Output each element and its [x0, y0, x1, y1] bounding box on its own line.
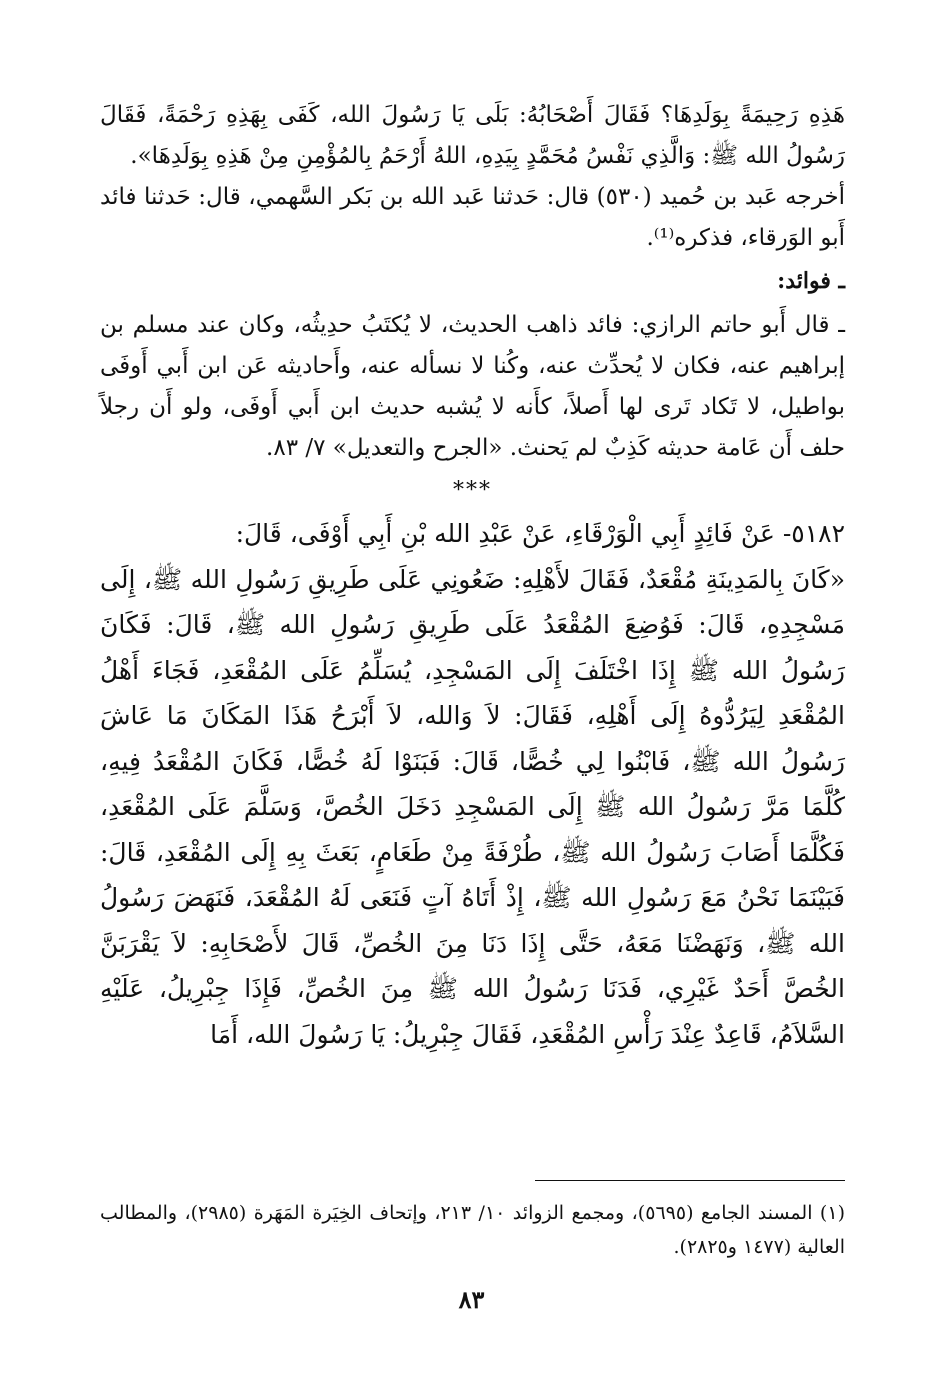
paragraph-fawaid: ـ قال أَبو حاتم الرازي: فائد ذاهب الحديث، لا يُكتَبُ حدِيثُه، وكان عند مسلم بن إبراهيم عنه، فكان لا يُحدِّث عنه، وكُنا لا نسأله عنه، وأَحاديثه عَن ابن أَبي أَوفَى بواطيل، لا تَكاد تَرى لها أَصلاً، كأَنه لا يُشبه حديث ابن أَبي أَوفَى، ولو أَن رجلاً حلف أَن عَامة حديثه كَذِبٌ لم يَحنث. «الجرح والتعديل» ٧/ ٨٣.	[100, 312, 845, 461]
paragraph-hadith-ending: هَذِهِ رَحِيمَةً بِوَلَدِهَا؟ فَقَالَ أَصْحَابُهُ: بَلَى يَا رَسُولَ الله، كَفَى بِهَذِهِ رَحْمَةً، فَقَالَ رَسُولُ الله ﷺ: وَالَّذِي نَفْسُ مُحَمَّدٍ بِيَدِهِ، اللهُ أَرْحَمُ بِالمُؤْمِنِ مِنْ هَذِهِ بِوَلَدِهَا».	[100, 102, 845, 169]
hadith-body: «كَانَ بِالمَدِينَةِ مُقْعَدٌ، فَقَالَ لأَهْلِهِ: ضَعُونِي عَلَى طَرِيقِ رَسُولِ الله ﷺ، إِلَى مَسْجِدِهِ، قَالَ: فَوُضِعَ المُقْعَدُ عَلَى طَرِيقِ رَسُولِ الله ﷺ، قَالَ: فَكَانَ رَسُولُ الله ﷺ إِذَا اخْتَلَفَ إِلَى المَسْجِدِ، يُسَلِّمُ عَلَى المُقْعَدِ، فَجَاءَ أَهْلُ المُقْعَدِ لِيَرُدُّوهُ إِلَى أَهْلِهِ، فَقَالَ: لاَ وَالله، لاَ أَبْرَحُ هَذَا المَكَانَ مَا عَاشَ رَسُولُ الله ﷺ، فَابْنُوا لِي خُصًّا، قَالَ: فَبَنَوْا لَهُ خُصًّا، فَكَانَ المُقْعَدُ فِيهِ، كُلَّمَا مَرَّ رَسُولُ الله ﷺ إِلَى المَسْجِدِ دَخَلَ الخُصَّ، وَسَلَّمَ عَلَى المُقْعَدِ، فَكُلَّمَا أَصَابَ رَسُولُ الله ﷺ، طُرْفَةً مِنْ طَعَامٍ، بَعَثَ بِهِ إِلَى المُقْعَدِ، قَالَ: فَبَيْنَمَا نَحْنُ مَعَ رَسُولِ الله ﷺ، إِذْ أَتَاهُ آتٍ فَنَعَى لَهُ المُقْعَدَ، فَنَهَضَ رَسُولُ الله ﷺ، وَنَهَضْنَا مَعَهُ، حَتَّى إِذَا دَنَا مِنَ الخُصِّ، قَالَ لأَصْحَابِهِ: لاَ يَقْرَبَنَّ الخُصَّ أَحَدٌ غَيْرِي، فَدَنَا رَسُولُ الله ﷺ مِنَ الخُصِّ، فَإِذَا جِبْرِيلُ، عَلَيْهِ السَّلاَمُ، قَاعِدٌ عِنْدَ رَأْسِ المُقْعَدِ، فَقَالَ جِبْرِيلُ: يَا رَسُولَ الله، أَمَا	[100, 564, 845, 1049]
paragraph-takhrij: أخرجه عَبد بن حُميد (٥٣٠) قال: حَدثنا عَبد الله بن بَكر السَّهمي، قال: حَدثنا فائد أَبو الوَرقاء، فذكره⁽¹⁾.	[100, 184, 845, 251]
footnote-item: (١) المسند الجامع (٥٦٩٥)، ومجمع الزوائد ١٠/ ٢١٣، وإتحاف الخِيَرة المَهَرة (٢٩٨٥)، والمطالب العالية (١٤٧٧ و٢٨٢٥).	[100, 1202, 845, 1258]
hadith-intro: ٥١٨٢- عَنْ فَائِدٍ أَبِي الْوَرْقَاءِ، عَنْ عَبْدِ الله بْنِ أَبِي أَوْفَى، قَالَ:	[235, 519, 845, 548]
section-heading-fawaid: ـ فوائد:	[777, 268, 845, 294]
footnote-divider	[535, 1180, 845, 1181]
page-number: ٨٣	[458, 1285, 485, 1314]
asterisk-separator: ***	[453, 478, 492, 503]
page-body	[100, 95, 845, 1057]
footnotes	[100, 1196, 845, 1264]
